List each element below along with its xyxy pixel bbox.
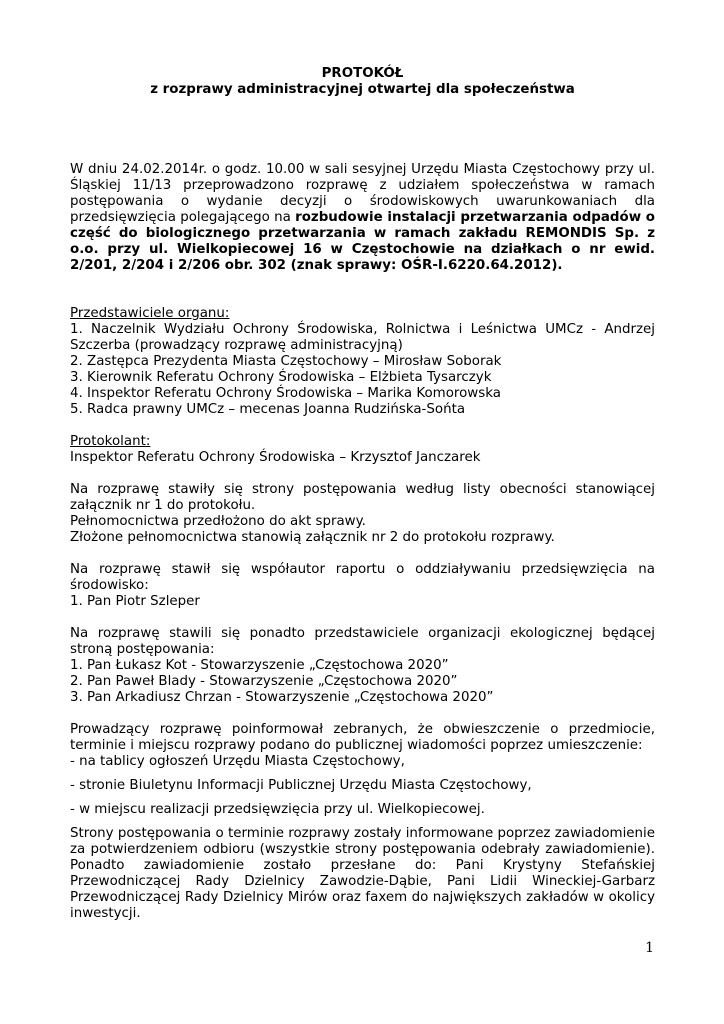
- notice-text: Prowadzący rozprawę poinformował zebranych, że obwieszczenie o przedmiocie, terminie i miejscu rozprawy podano do publicznej wiadomości poprzez umieszczenie:: [70, 722, 655, 753]
- coauthor-item: 1. Pan Piotr Szleper: [70, 594, 200, 609]
- document-subtitle: z rozprawy administracyjnej otwartej dla społeczeństwa: [150, 82, 575, 97]
- coauthor-text: Na rozprawę stawił się współautor raportu o oddziaływaniu przedsięwzięcia na środowisko:: [70, 562, 655, 593]
- intro-text: W dniu 24.02.2014r. o godz. 10.00 w sali sesyjnej Urzędu Miasta Częstochowy przy ul. Śląskiej 11/13 przeprowadzono rozprawę z udziałem społeczeństwa w ramach postępowania o wydanie decyzji o środowiskowych uwarunkowaniach dla przedsięwzięcia polegającego na: [70, 162, 655, 225]
- intro-paragraph: [70, 162, 655, 274]
- notice-item: - na tablicy ogłoszeń Urzędu Miasta Częstochowy,: [70, 754, 405, 769]
- ecology-item: 2. Pan Paweł Blady - Stowarzyszenie „Częstochowa 2020”: [70, 674, 458, 689]
- informed-paragraph: Strony postępowania o terminie rozprawy zostały informowane poprzez zawiadomienie za potwierdzeniem odbioru (wszystkie strony postępowania odebrały zawiadomienie). Ponadto zawiadomienie zostało przesłane do: Pani Krystyny Stefańskiej Przewodniczącej Rady Dzielnicy Zawodzie-Dąbie, Pani Lidii Wineckiej-Garbarz Przewodniczącej Rady Dzielnicy Mirów oraz faxem do największych zakładów w okolicy inwestycji.: [70, 826, 655, 921]
- document-page: [70, 66, 655, 922]
- parties-line: Na rozprawę stawiły się strony postępowania według listy obecności stanowiącej załącznik nr 1 do protokołu.: [70, 482, 655, 513]
- document-title: PROTOKÓŁ: [321, 66, 404, 81]
- notice-item: - w miejscu realizacji przedsięwzięcia przy ul. Wielkopiecowej.: [70, 802, 485, 817]
- representative-item: 3. Kierownik Referatu Ochrony Środowiska – Elżbieta Tysarczyk: [70, 370, 492, 385]
- ecology-item: 3. Pan Arkadiusz Chrzan - Stowarzyszenie „Częstochowa 2020”: [70, 690, 494, 705]
- representative-item: 4. Inspektor Referatu Ochrony Środowiska – Marika Komorowska: [70, 386, 501, 401]
- representatives-heading: Przedstawiciele organu:: [70, 306, 230, 321]
- representative-item: 5. Radca prawny UMCz – mecenas Joanna Rudzińska-Sońta: [70, 402, 466, 417]
- recorder-text: Inspektor Referatu Ochrony Środowiska – Krzysztof Janczarek: [70, 450, 481, 465]
- parties-line: Złożone pełnomocnictwa stanowią załącznik nr 2 do protokołu rozprawy.: [70, 530, 555, 545]
- notice-item: - stronie Biuletynu Informacji Publicznej Urzędu Miasta Częstochowy,: [70, 778, 532, 793]
- page-number: 1: [645, 940, 654, 956]
- parties-line: Pełnomocnictwa przedłożono do akt sprawy.: [70, 514, 366, 529]
- representative-item: 2. Zastępca Prezydenta Miasta Częstochowy – Mirosław Soborak: [70, 354, 502, 369]
- intro-bold-text: rozbudowie instalacji przetwarzania odpadów o część do biologicznego przetwarzania w ramach zakładu REMONDIS Sp. z o.o. przy ul. Wielkopiecowej 16 w Częstochowie na działkach o nr ewid. 2/201, 2/204 i 2/206 obr. 302 (znak sprawy: OŚR-I.6220.64.2012).: [70, 210, 655, 273]
- ecology-text: Na rozprawę stawili się ponadto przedstawiciele organizacji ekologicznej będącej stroną postępowania:: [70, 626, 655, 657]
- recorder-heading: Protokolant:: [70, 434, 151, 449]
- representative-item: 1. Naczelnik Wydziału Ochrony Środowiska, Rolnictwa i Leśnictwa UMCz - Andrzej Szczerba (prowadzący rozprawę administracyjną): [70, 322, 655, 353]
- ecology-item: 1. Pan Łukasz Kot - Stowarzyszenie „Częstochowa 2020”: [70, 658, 449, 673]
